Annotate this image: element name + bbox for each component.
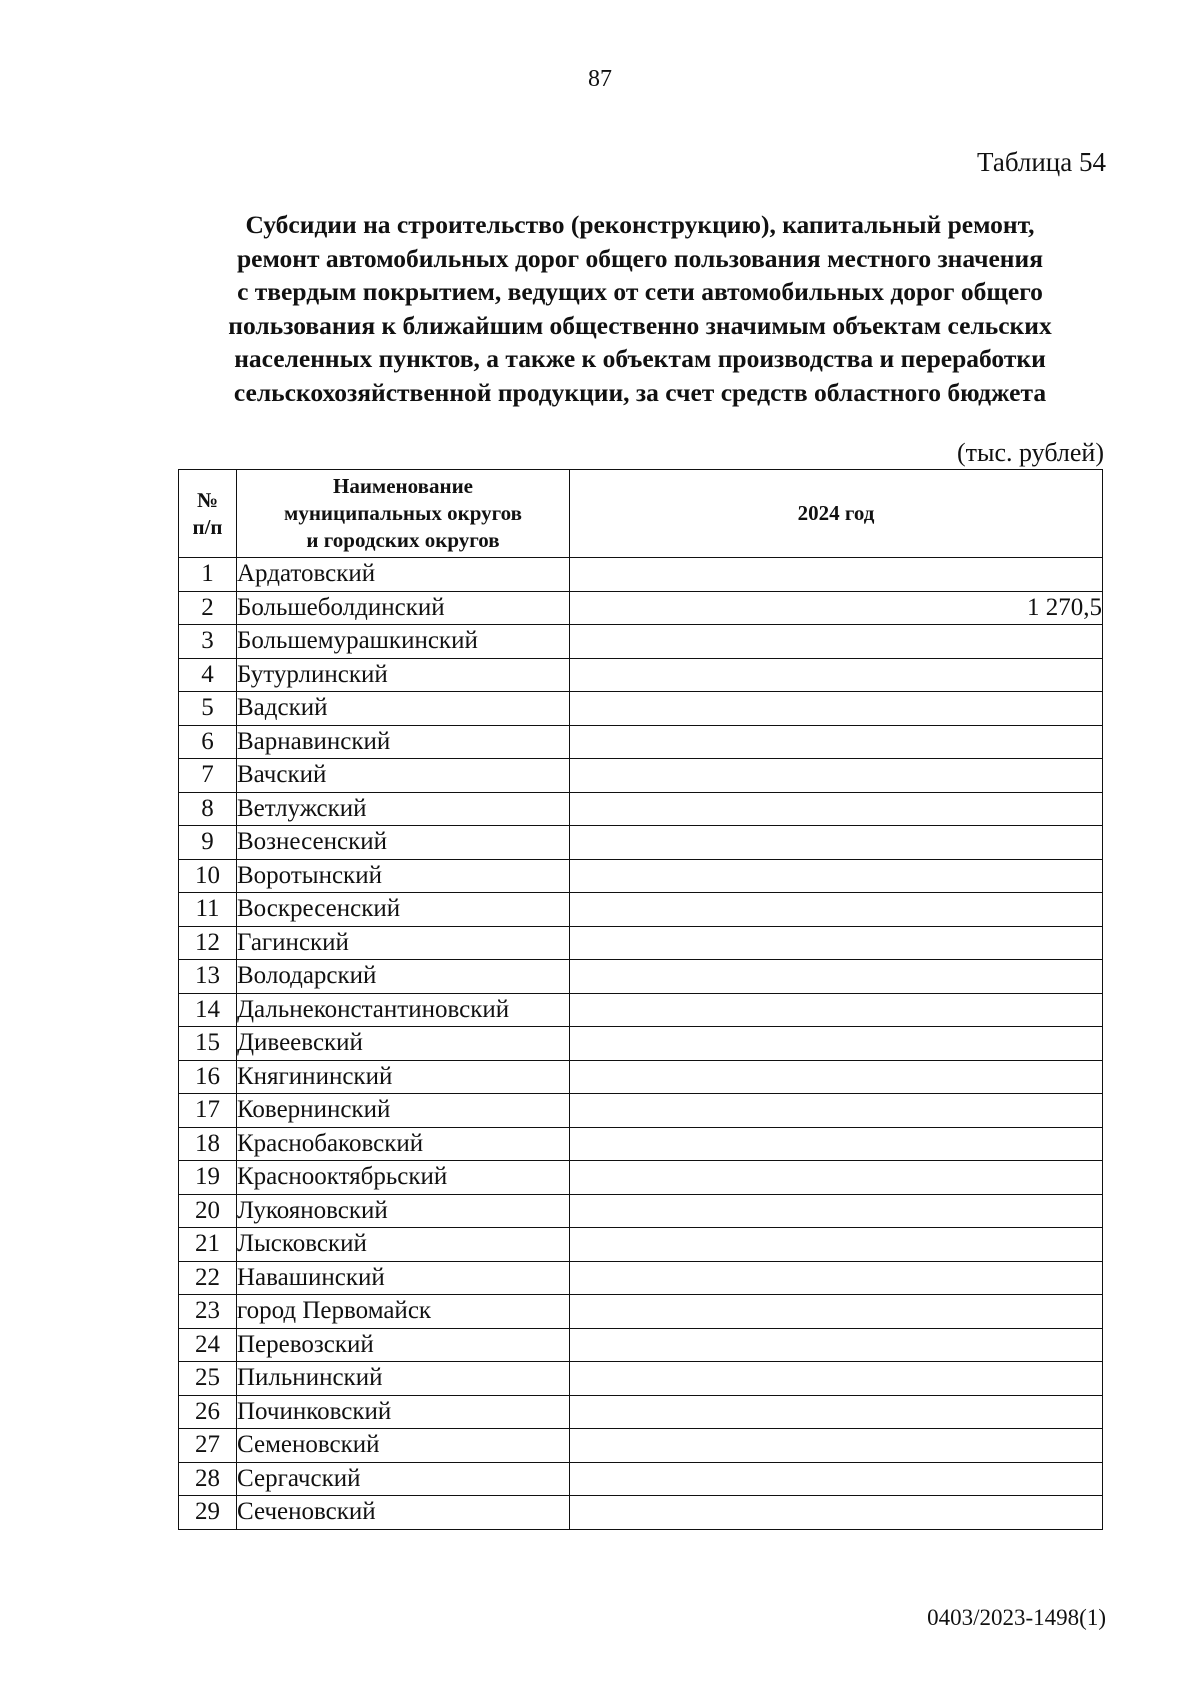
row-value — [570, 826, 1103, 860]
row-value — [570, 792, 1103, 826]
row-name: Варнавинский — [237, 725, 570, 759]
title-line: ремонт автомобильных дорог общего пользования местного значения — [236, 243, 1043, 273]
table-row — [179, 1462, 1103, 1496]
table-row — [179, 1027, 1103, 1061]
row-number: 2 — [179, 591, 237, 625]
row-value — [570, 1194, 1103, 1228]
table-row — [179, 859, 1103, 893]
row-value — [570, 1295, 1103, 1329]
title-line: населенных пунктов, а также к объектам производства и переработки — [234, 344, 1046, 374]
row-name: Гагинский — [237, 926, 570, 960]
row-number: 10 — [179, 859, 237, 893]
row-number: 7 — [179, 759, 237, 793]
table-row — [179, 725, 1103, 759]
row-value — [570, 993, 1103, 1027]
row-number: 19 — [179, 1161, 237, 1195]
table-row — [179, 591, 1103, 625]
units-label: (тыс. рублей) — [956, 438, 1104, 467]
row-value — [570, 1127, 1103, 1161]
row-number: 3 — [179, 625, 237, 659]
header-number-line: № — [196, 487, 219, 512]
row-name: Сеченовский — [237, 1496, 570, 1530]
table-row — [179, 993, 1103, 1027]
table-row — [179, 893, 1103, 927]
row-value — [570, 1362, 1103, 1396]
table-row — [179, 759, 1103, 793]
header-name-line: муниципальных округов — [284, 501, 522, 525]
row-number: 21 — [179, 1228, 237, 1262]
row-number: 4 — [179, 658, 237, 692]
row-number: 17 — [179, 1094, 237, 1128]
footer-code: 0403/2023-1498(1) — [927, 1605, 1106, 1630]
row-value — [570, 1261, 1103, 1295]
header-year: 2024 год — [570, 470, 1103, 558]
row-value — [570, 926, 1103, 960]
row-name: Вознесенский — [237, 826, 570, 860]
row-value — [570, 1161, 1103, 1195]
table-row — [179, 1429, 1103, 1463]
row-name: Дивеевский — [237, 1027, 570, 1061]
title-line: с твердым покрытием, ведущих от сети автомобильных дорог общего — [237, 277, 1043, 307]
row-value — [570, 625, 1103, 659]
table-row — [179, 1194, 1103, 1228]
table-body — [179, 558, 1103, 1530]
row-value — [570, 558, 1103, 592]
row-number: 1 — [179, 558, 237, 592]
row-name: Бутурлинский — [237, 658, 570, 692]
table-row — [179, 1295, 1103, 1329]
row-value — [570, 1429, 1103, 1463]
row-number: 12 — [179, 926, 237, 960]
table-row — [179, 1328, 1103, 1362]
row-value — [570, 859, 1103, 893]
table-label: Таблица 54 — [977, 147, 1106, 177]
row-name: Большеболдинский — [237, 591, 570, 625]
row-name: Дальнеконстантиновский — [237, 993, 570, 1027]
page-number: 87 — [588, 66, 612, 92]
table-row — [179, 1060, 1103, 1094]
row-name: Навашинский — [237, 1261, 570, 1295]
row-name: Краснооктябрьский — [237, 1161, 570, 1195]
header-name — [237, 470, 570, 558]
table-row — [179, 826, 1103, 860]
row-number: 14 — [179, 993, 237, 1027]
row-number: 24 — [179, 1328, 237, 1362]
row-value — [570, 893, 1103, 927]
table-row — [179, 926, 1103, 960]
row-name: Воротынский — [237, 859, 570, 893]
row-value — [570, 692, 1103, 726]
table-row — [179, 1362, 1103, 1396]
row-name: Сергачский — [237, 1462, 570, 1496]
title-line: сельскохозяйственной продукции, за счет средств областного бюджета — [233, 377, 1047, 407]
row-value — [570, 1328, 1103, 1362]
title-line: Субсидии на строительство (реконструкцию), капитальный ремонт, — [245, 210, 1035, 239]
row-number: 9 — [179, 826, 237, 860]
row-name: Лукояновский — [237, 1194, 570, 1228]
table-row — [179, 625, 1103, 659]
row-value — [570, 1060, 1103, 1094]
row-value — [570, 658, 1103, 692]
row-value: 1 270,5 — [570, 591, 1103, 625]
table-row — [179, 1496, 1103, 1530]
row-name: Ардатовский — [237, 558, 570, 592]
row-name: Володарский — [237, 960, 570, 994]
row-number: 27 — [179, 1429, 237, 1463]
row-value — [570, 1094, 1103, 1128]
row-name: Семеновский — [237, 1429, 570, 1463]
table-row — [179, 1395, 1103, 1429]
row-value — [570, 1395, 1103, 1429]
row-name: Лысковский — [237, 1228, 570, 1262]
table-row — [179, 1161, 1103, 1195]
row-number: 26 — [179, 1395, 237, 1429]
row-name: Вачский — [237, 759, 570, 793]
table-row — [179, 960, 1103, 994]
header-number — [179, 470, 237, 558]
row-number: 18 — [179, 1127, 237, 1161]
row-name: Починковский — [237, 1395, 570, 1429]
row-name: Перевозский — [237, 1328, 570, 1362]
row-value — [570, 1228, 1103, 1262]
row-name: Ветлужский — [237, 792, 570, 826]
row-value — [570, 1496, 1103, 1530]
row-number: 29 — [179, 1496, 237, 1530]
row-name: Ковернинский — [237, 1094, 570, 1128]
row-number: 16 — [179, 1060, 237, 1094]
row-number: 22 — [179, 1261, 237, 1295]
table-row — [179, 792, 1103, 826]
table-row — [179, 692, 1103, 726]
row-number: 11 — [179, 893, 237, 927]
table-row — [179, 1228, 1103, 1262]
header-name-line: Наименование — [333, 474, 473, 498]
header-number-line: п/п — [192, 514, 223, 539]
row-name: Вадский — [237, 692, 570, 726]
table-row — [179, 558, 1103, 592]
row-name: Княгининский — [237, 1060, 570, 1094]
row-name: город Первомайск — [237, 1295, 570, 1329]
header-name-line: и городских округов — [306, 528, 500, 552]
document-title — [170, 208, 1110, 410]
row-name: Пильнинский — [237, 1362, 570, 1396]
table-row — [179, 1127, 1103, 1161]
row-number: 8 — [179, 792, 237, 826]
row-value — [570, 960, 1103, 994]
row-number: 23 — [179, 1295, 237, 1329]
row-value — [570, 725, 1103, 759]
table-row — [179, 1261, 1103, 1295]
row-number: 5 — [179, 692, 237, 726]
row-number: 13 — [179, 960, 237, 994]
row-value — [570, 759, 1103, 793]
row-value — [570, 1462, 1103, 1496]
subsidies-table — [178, 469, 1103, 1530]
table-row — [179, 658, 1103, 692]
row-number: 20 — [179, 1194, 237, 1228]
row-number: 28 — [179, 1462, 237, 1496]
row-name: Воскресенский — [237, 893, 570, 927]
table-header-row — [179, 470, 1103, 558]
title-line: пользования к ближайшим общественно значимым объектам сельских — [228, 310, 1052, 340]
row-number: 6 — [179, 725, 237, 759]
row-number: 15 — [179, 1027, 237, 1061]
row-number: 25 — [179, 1362, 237, 1396]
table-row — [179, 1094, 1103, 1128]
row-name: Большемурашкинский — [237, 625, 570, 659]
row-name: Краснобаковский — [237, 1127, 570, 1161]
row-value — [570, 1027, 1103, 1061]
